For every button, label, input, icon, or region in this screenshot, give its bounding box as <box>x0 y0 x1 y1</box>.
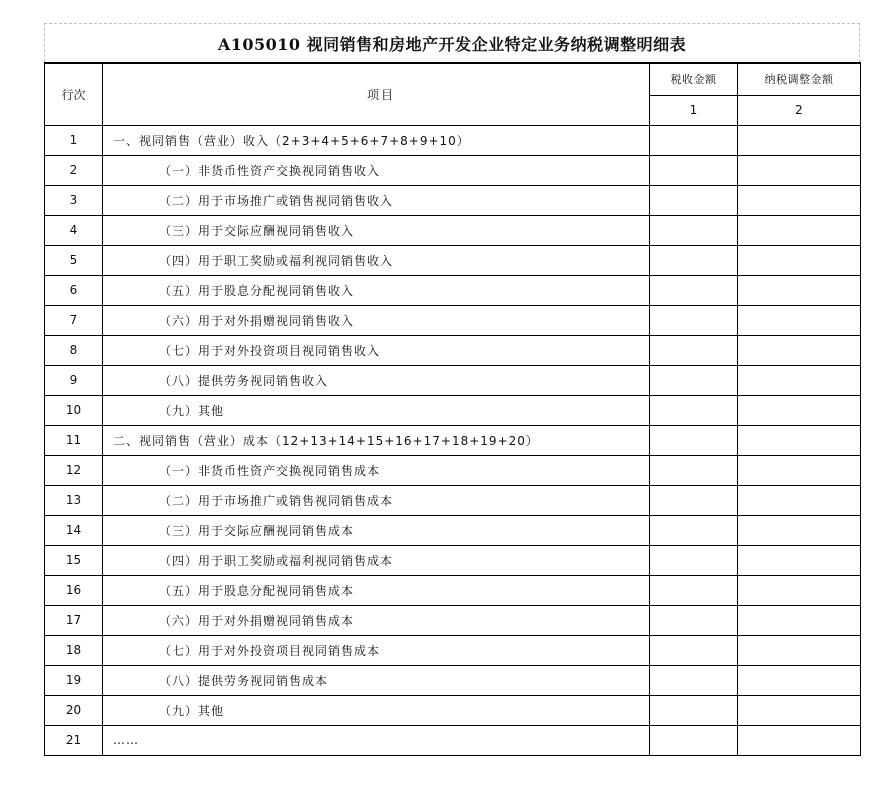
adjust-amount-cell[interactable] <box>738 335 861 365</box>
table-row <box>45 215 861 245</box>
table-row <box>45 665 861 695</box>
adjust-amount-cell[interactable] <box>738 575 861 605</box>
adjust-amount-cell[interactable] <box>738 275 861 305</box>
row-item-label: （二）用于市场推广或销售视同销售成本 <box>103 485 650 515</box>
row-item-label: （一）非货币性资产交换视同销售收入 <box>103 155 650 185</box>
row-number: 6 <box>45 275 103 305</box>
table-row <box>45 155 861 185</box>
row-number: 13 <box>45 485 103 515</box>
table-row <box>45 425 861 455</box>
tax-amount-cell[interactable] <box>650 395 738 425</box>
row-item-label: （七）用于对外投资项目视同销售成本 <box>103 635 650 665</box>
row-number: 10 <box>45 395 103 425</box>
tax-amount-cell[interactable] <box>650 605 738 635</box>
form-title: A105010 视同销售和房地产开发企业特定业务纳税调整明细表 <box>44 23 860 62</box>
table-row <box>45 485 861 515</box>
tax-amount-cell[interactable] <box>650 425 738 455</box>
adjust-amount-cell[interactable] <box>738 185 861 215</box>
row-item-label: （九）其他 <box>103 395 650 425</box>
row-number: 11 <box>45 425 103 455</box>
adjust-amount-cell[interactable] <box>738 395 861 425</box>
row-number: 3 <box>45 185 103 215</box>
tax-amount-cell[interactable] <box>650 545 738 575</box>
table-row <box>45 725 861 755</box>
table-row <box>45 635 861 665</box>
adjust-amount-cell[interactable] <box>738 665 861 695</box>
tax-amount-cell[interactable] <box>650 635 738 665</box>
tax-amount-cell[interactable] <box>650 365 738 395</box>
tax-amount-cell[interactable] <box>650 695 738 725</box>
table-row <box>45 395 861 425</box>
row-item-label: （七）用于对外投资项目视同销售收入 <box>103 335 650 365</box>
adjust-amount-cell[interactable] <box>738 485 861 515</box>
tax-amount-cell[interactable] <box>650 575 738 605</box>
adjust-amount-header: 纳税调整金额 <box>738 63 861 95</box>
table-row <box>45 305 861 335</box>
row-item-label: （五）用于股息分配视同销售成本 <box>103 575 650 605</box>
row-item-label: （八）提供劳务视同销售成本 <box>103 665 650 695</box>
adjust-amount-cell[interactable] <box>738 455 861 485</box>
row-no-header: 行次 <box>45 63 103 125</box>
tax-amount-cell[interactable] <box>650 725 738 755</box>
adjust-amount-cell[interactable] <box>738 305 861 335</box>
row-item-label: （三）用于交际应酬视同销售成本 <box>103 515 650 545</box>
table-row <box>45 605 861 635</box>
row-number: 4 <box>45 215 103 245</box>
adjust-amount-cell[interactable] <box>738 725 861 755</box>
tax-amount-cell[interactable] <box>650 155 738 185</box>
adjust-amount-cell[interactable] <box>738 155 861 185</box>
row-item-label: （一）非货币性资产交换视同销售成本 <box>103 455 650 485</box>
adjust-amount-col-no: 2 <box>738 95 861 125</box>
row-number: 19 <box>45 665 103 695</box>
tax-amount-cell[interactable] <box>650 485 738 515</box>
tax-amount-header: 税收金额 <box>650 63 738 95</box>
table-row <box>45 185 861 215</box>
tax-amount-cell[interactable] <box>650 305 738 335</box>
row-number: 2 <box>45 155 103 185</box>
table-row <box>45 575 861 605</box>
row-number: 1 <box>45 125 103 155</box>
tax-amount-cell[interactable] <box>650 245 738 275</box>
adjustment-table <box>44 62 861 756</box>
row-item-label: （三）用于交际应酬视同销售收入 <box>103 215 650 245</box>
row-item-label: …… <box>103 725 650 755</box>
tax-amount-col-no: 1 <box>650 95 738 125</box>
row-item-label: （四）用于职工奖励或福利视同销售成本 <box>103 545 650 575</box>
row-number: 14 <box>45 515 103 545</box>
table-row <box>45 545 861 575</box>
tax-amount-cell[interactable] <box>650 275 738 305</box>
row-number: 16 <box>45 575 103 605</box>
row-item-label: （五）用于股息分配视同销售收入 <box>103 275 650 305</box>
adjust-amount-cell[interactable] <box>738 515 861 545</box>
row-number: 9 <box>45 365 103 395</box>
tax-amount-cell[interactable] <box>650 125 738 155</box>
row-item-label: （六）用于对外捐赠视同销售收入 <box>103 305 650 335</box>
row-item-label: 二、视同销售（营业）成本（12+13+14+15+16+17+18+19+20） <box>103 425 650 455</box>
tax-form <box>44 23 860 756</box>
row-number: 12 <box>45 455 103 485</box>
row-item-label: （八）提供劳务视同销售收入 <box>103 365 650 395</box>
row-item-label: （九）其他 <box>103 695 650 725</box>
adjust-amount-cell[interactable] <box>738 215 861 245</box>
row-item-label: （四）用于职工奖励或福利视同销售收入 <box>103 245 650 275</box>
header-row <box>45 63 861 95</box>
row-number: 7 <box>45 305 103 335</box>
adjust-amount-cell[interactable] <box>738 605 861 635</box>
table-row <box>45 515 861 545</box>
row-number: 20 <box>45 695 103 725</box>
table-row <box>45 335 861 365</box>
adjust-amount-cell[interactable] <box>738 425 861 455</box>
table-row <box>45 275 861 305</box>
tax-amount-cell[interactable] <box>650 455 738 485</box>
table-row <box>45 125 861 155</box>
row-number: 18 <box>45 635 103 665</box>
table-row <box>45 365 861 395</box>
adjust-amount-cell[interactable] <box>738 125 861 155</box>
table-row <box>45 245 861 275</box>
adjust-amount-cell[interactable] <box>738 245 861 275</box>
row-number: 17 <box>45 605 103 635</box>
row-item-label: 一、视同销售（营业）收入（2+3+4+5+6+7+8+9+10） <box>103 125 650 155</box>
row-item-label: （二）用于市场推广或销售视同销售收入 <box>103 185 650 215</box>
adjust-amount-cell[interactable] <box>738 695 861 725</box>
row-number: 5 <box>45 245 103 275</box>
tax-amount-cell[interactable] <box>650 215 738 245</box>
adjust-amount-cell[interactable] <box>738 365 861 395</box>
tax-amount-cell[interactable] <box>650 665 738 695</box>
row-number: 8 <box>45 335 103 365</box>
tax-amount-cell[interactable] <box>650 335 738 365</box>
adjust-amount-cell[interactable] <box>738 545 861 575</box>
row-number: 21 <box>45 725 103 755</box>
adjust-amount-cell[interactable] <box>738 635 861 665</box>
table-row <box>45 455 861 485</box>
tax-amount-cell[interactable] <box>650 515 738 545</box>
row-number: 15 <box>45 545 103 575</box>
tax-amount-cell[interactable] <box>650 185 738 215</box>
table-row <box>45 695 861 725</box>
row-item-label: （六）用于对外捐赠视同销售成本 <box>103 605 650 635</box>
item-header: 项目 <box>103 63 650 125</box>
